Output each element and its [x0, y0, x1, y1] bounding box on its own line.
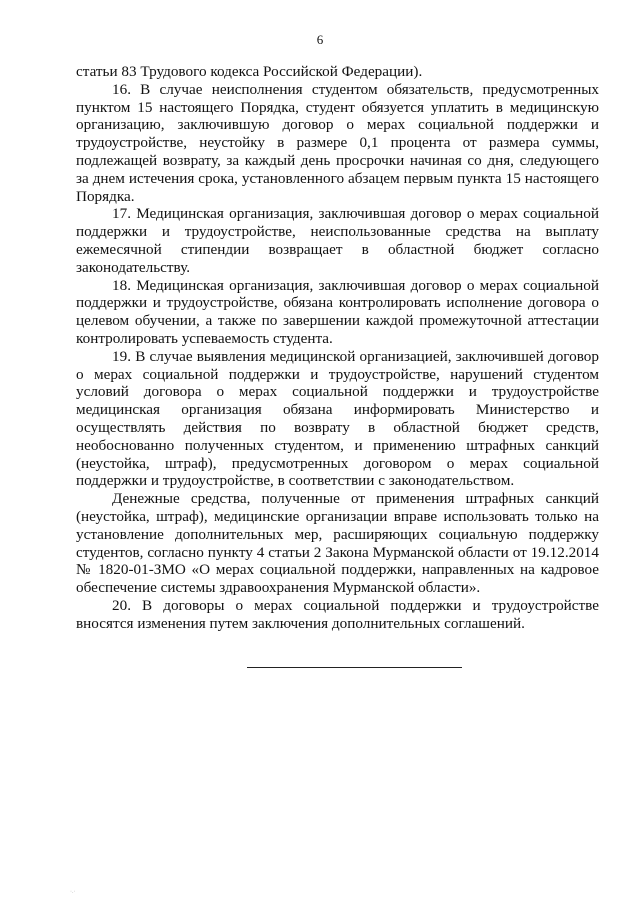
paragraph-penalty-funds: Денежные средства, полученные от применения штрафных санкций (неустойка, штраф), медицинские организации вправе использовать только на установление дополнительных мер, расширяющих социальную поддержку студентов, согласно пункту 4 статьи 2 Закона Мурманской области от 19.12.2014 № 1820-01-ЗМО «О мерах социальной поддержки, направленных на кадровое обеспечение системы здравоохранения Мурманской области».	[76, 490, 599, 597]
paragraph-item-19: 19. В случае выявления медицинской организацией, заключившей договор о мерах социальной поддержки и трудоустройстве, нарушений студентом условий договора о мерах социальной поддержки и трудоустройстве медицинская организация обязана информировать Министерство и осуществлять действия по возврату в областной бюджет средств, необоснованно полученных студентом, и применению штрафных санкций (неустойка, штраф), предусмотренных договором о мерах социальной поддержки и трудоустройстве, в соответствии с законодательством.	[76, 347, 599, 490]
document-body	[76, 63, 599, 633]
end-of-document-rule	[247, 667, 462, 668]
paragraph-item-16: 16. В случае неисполнения студентом обязательств, предусмотренных пунктом 15 настоящего Порядка, студент обязуется уплатить в медицинскую организацию, заключившую договор о мерах социальной поддержки и трудоустройстве, неустойку в размере 0,1 процента от размера суммы, подлежащей возврату, за каждый день просрочки начиная со дня, следующего за днем истечения срока, установленного абзацем первым пункта 15 настоящего Порядка.	[76, 80, 599, 205]
paragraph-item-20: 20. В договоры о мерах социальной поддержки и трудоустройстве вносятся изменения путем заключения дополнительных соглашений.	[76, 596, 599, 632]
paragraph-continuation: статьи 83 Трудового кодекса Российской Федерации).	[76, 63, 423, 80]
page-number: 6	[316, 32, 324, 47]
paragraph-item-18: 18. Медицинская организация, заключившая договор о мерах социальной поддержки и трудоустройстве, обязана контролировать исполнение договора о целевом обучении, а также по завершении каждой промежуточной аттестации контролировать успеваемость студента.	[76, 276, 599, 347]
scan-artifact-mark: ·.·	[70, 889, 76, 895]
paragraph-item-17: 17. Медицинская организация, заключившая договор о мерах социальной поддержки и трудоустройстве, неиспользованные средства на выплату ежемесячной стипендии возвращает в областной бюджет согласно законодательству.	[76, 205, 599, 276]
